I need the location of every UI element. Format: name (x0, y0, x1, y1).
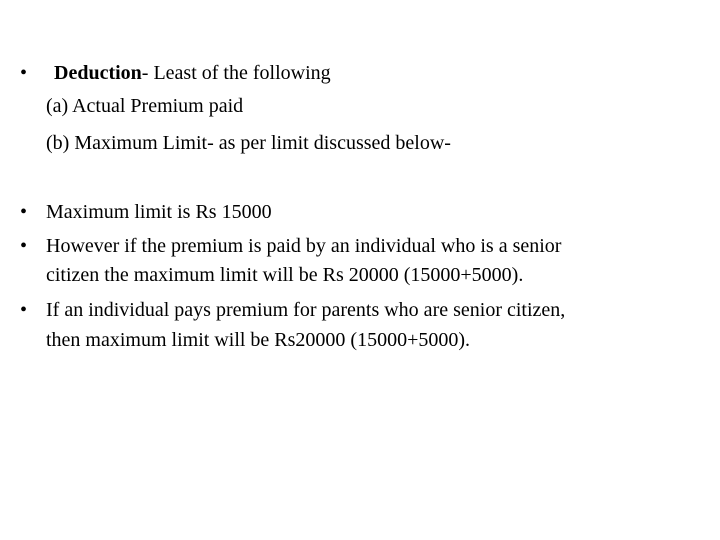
limit-item-2-line-2: citizen the maximum limit will be Rs 20000 (15000+5000). (46, 264, 524, 286)
bullet-marker: • (20, 235, 28, 257)
deduction-heading-rest: - Least of the following (141, 62, 331, 84)
bullet-marker: • (20, 299, 28, 321)
bullet-marker: • (20, 62, 28, 84)
deduction-heading (54, 61, 331, 85)
bullet-marker: • (20, 201, 28, 223)
deduction-heading-bold: Deduction (54, 62, 142, 84)
limit-item-2-line-1: However if the premium is paid by an individual who is a senior (46, 235, 562, 257)
limit-item-3-line-2: then maximum limit will be Rs20000 (15000+5000). (46, 329, 471, 351)
sub-item-a: (a) Actual Premium paid (46, 95, 244, 117)
limit-item-1: Maximum limit is Rs 15000 (46, 201, 272, 223)
limit-item-3-line-1: If an individual pays premium for parents who are senior citizen, (46, 299, 566, 321)
sub-item-b: (b) Maximum Limit- as per limit discussed below- (46, 132, 451, 154)
